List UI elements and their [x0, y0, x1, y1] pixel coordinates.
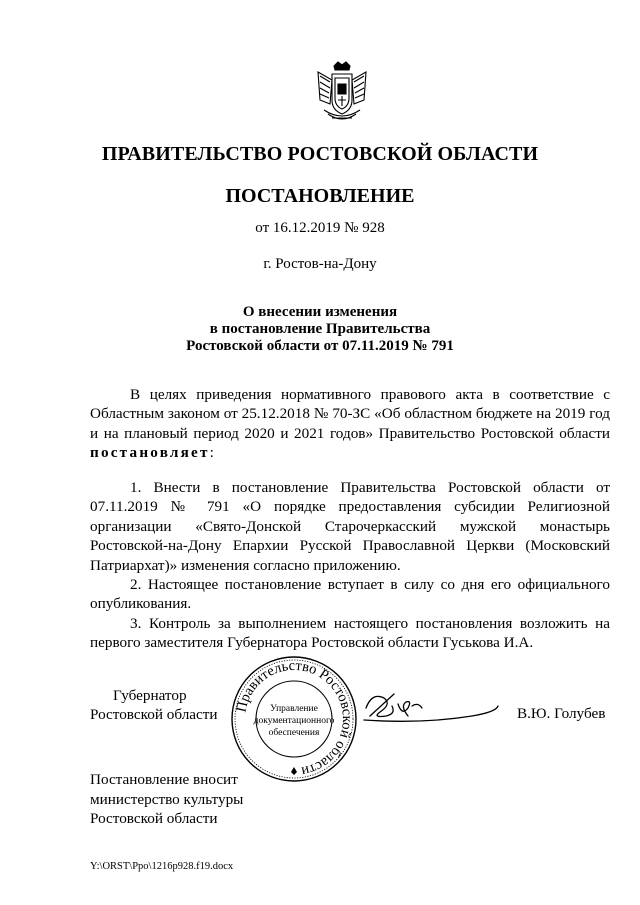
seal-ring-text: Правительство Ростовской области — [233, 657, 356, 780]
signatory-role-line: Ростовской области — [90, 706, 218, 723]
resolution-items — [90, 478, 610, 653]
introduced-by-line: Постановление вносит — [90, 771, 238, 788]
introduced-by-line: Ростовской области — [90, 810, 218, 827]
subject-line: Ростовской области от 07.11.2019 № 791 — [186, 338, 454, 354]
document-date-number: от 16.12.2019 № 928 — [255, 220, 385, 236]
preamble-text: В целях приведения нормативного правового акта в соответствие с Областным законом от 25.12.2018 № 70-ЗС «Об областном бюджете на 2019 год и на плановый период 2020 и 2021 годов» Правительство Ростовской области — [90, 386, 610, 442]
file-path: Y:\ORST\Ppo\1216p928.f19.docx — [90, 861, 234, 872]
government-title: ПРАВИТЕЛЬСТВО РОСТОВСКОЙ ОБЛАСТИ — [101, 143, 539, 165]
seal-center-line: документационного — [253, 716, 335, 726]
signatory-name: В.Ю. Голубев — [517, 705, 606, 722]
resolution-item: 2. Настоящее постановление вступает в силу со дня его официального опубликования. — [90, 576, 610, 613]
official-seal-icon — [229, 654, 359, 784]
subject-line: в постановление Правительства — [209, 321, 431, 337]
introduced-by — [90, 770, 350, 829]
coat-of-arms-icon — [312, 60, 372, 126]
preamble — [90, 385, 610, 463]
handwritten-signature — [362, 686, 502, 736]
signatory-role-line: Губернатор — [113, 687, 187, 704]
resolves-word: постановляет — [90, 444, 210, 462]
seal-center-line: Управление — [270, 704, 318, 714]
preamble-colon: : — [209, 444, 214, 462]
signatory-role — [90, 686, 230, 724]
resolution-item: 3. Контроль за выполнением настоящего постановления возложить на первого заместителя Губернатора Ростовской области Гуськова И.А. — [90, 614, 610, 652]
document-type: ПОСТАНОВЛЕНИЕ — [225, 185, 415, 207]
introduced-by-line: министерство культуры — [90, 790, 244, 808]
document-city: г. Ростов-на-Дону — [263, 256, 377, 272]
resolution-item: 1. Внести в постановление Правительства Ростовской области от 07.11.2019 № 791 «О порядке предоставления субсидии Религиозной организации «Свято-Донской Старочеркасский мужской монастырь Ростовской-на-Дону Епархии Русской Православной Церкви (Московский Патриархат)» изменения согласно приложению. — [90, 479, 610, 574]
document-subject — [0, 304, 640, 355]
subject-line: О внесении изменения — [242, 304, 398, 320]
seal-center-line: обеспечения — [268, 728, 320, 738]
